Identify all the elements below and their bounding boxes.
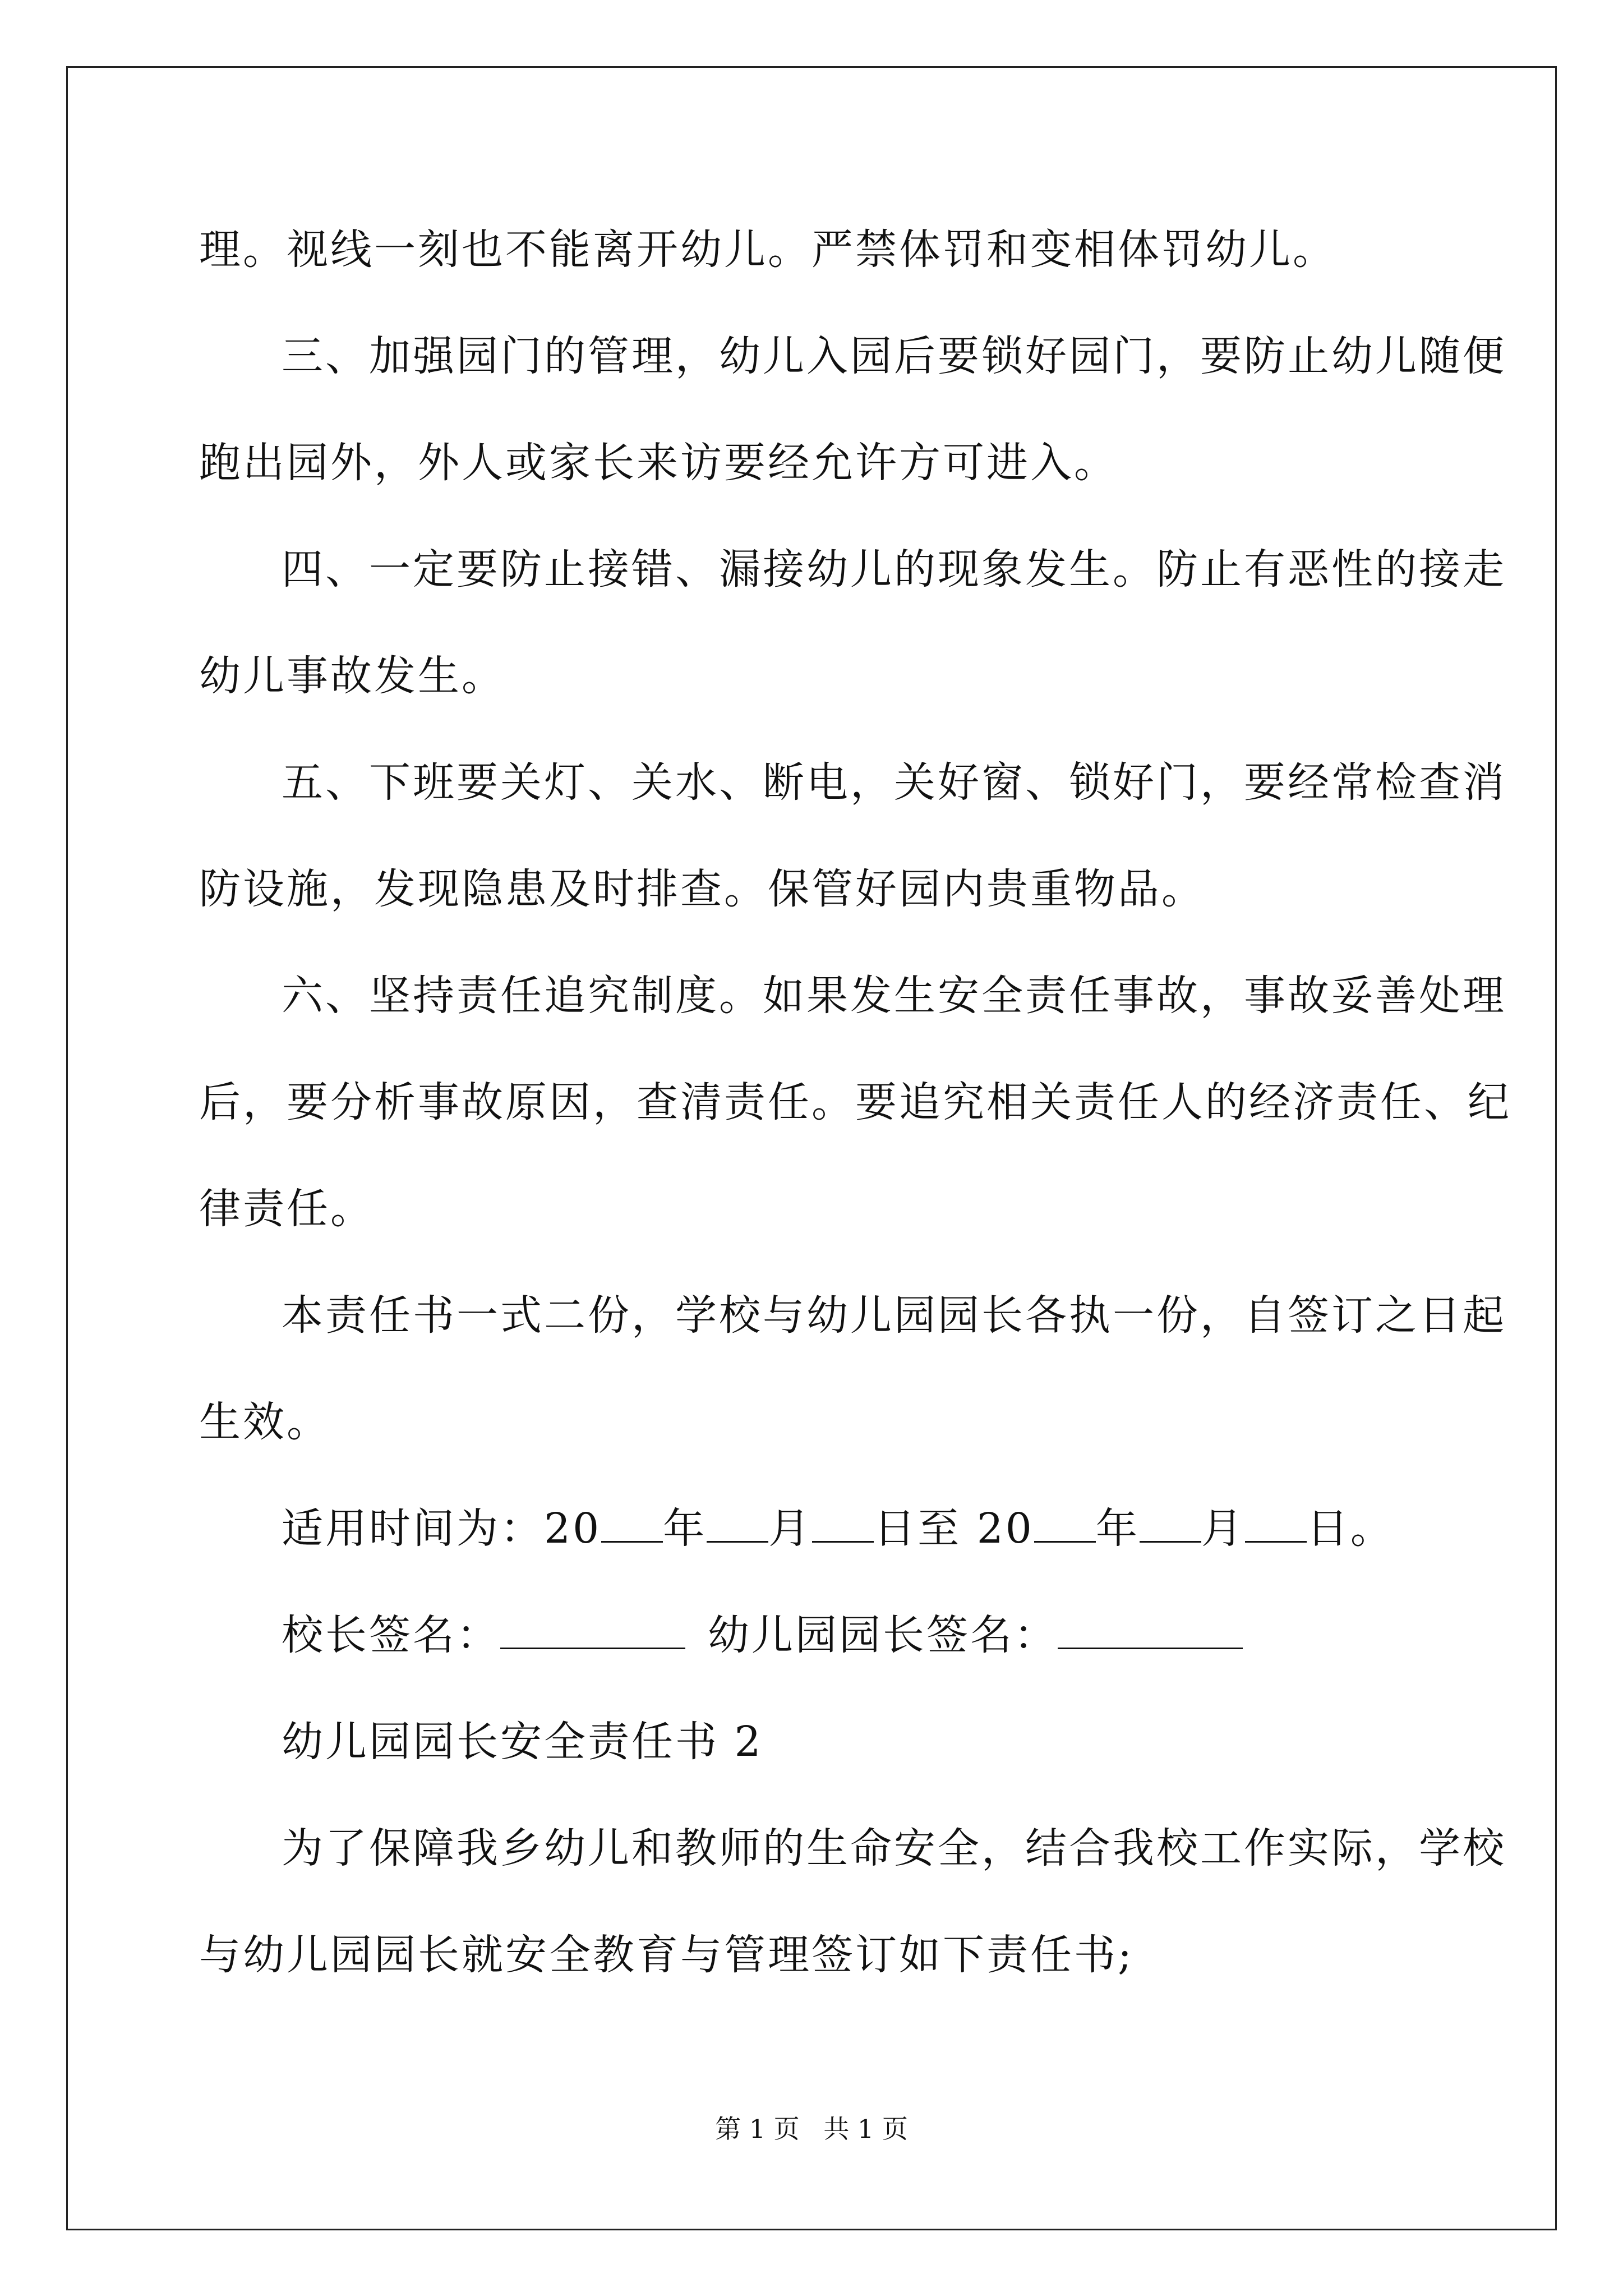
page-border [66, 66, 1557, 2230]
year-blank-1[interactable] [601, 1506, 663, 1543]
text-line: 六、坚持责任追究制度。如果发生安全责任事故，事故妥善处理 [282, 972, 1506, 1020]
director-signature-label: 幼儿园园长签名： [708, 1611, 1058, 1659]
text-line: 三、加强园门的管理，幼儿入园后要锁好园门，要防止幼儿随便 [282, 332, 1506, 380]
month-blank-1[interactable] [707, 1506, 768, 1543]
date-prefix: 适用时间为：20 [282, 1504, 602, 1553]
text-line: 理。视线一刻也不能离开幼儿。严禁体罚和变相体罚幼儿。 [199, 226, 1336, 274]
section-title: 幼儿园园长安全责任书 2 [282, 1718, 763, 1766]
page-total: 共 1 页 [823, 2114, 908, 2144]
text-line: 四、一定要防止接错、漏接幼儿的现象发生。防止有恶性的接走 [282, 545, 1506, 593]
date-end-label: 日。 [1306, 1504, 1394, 1553]
director-signature-blank[interactable] [1058, 1613, 1243, 1649]
month-blank-2[interactable] [1140, 1506, 1201, 1543]
text-line: 跑出园外，外人或家长来访要经允许方可进入。 [199, 439, 1118, 487]
text-line: 幼儿事故发生。 [199, 652, 505, 700]
text-line: 本责任书一式二份，学校与幼儿园园长各执一份，自签订之日起 [282, 1291, 1506, 1340]
signature-line [282, 1607, 1243, 1663]
day-to-label: 日至 20 [874, 1504, 1034, 1553]
text-line: 五、下班要关灯、关水、断电，关好窗、锁好门，要经常检查消 [282, 758, 1506, 807]
text-line: 与幼儿园园长就安全教育与管理签订如下责任书; [199, 1931, 1134, 1979]
text-line: 防设施，发现隐患及时排查。保管好园内贵重物品。 [199, 865, 1205, 913]
year-blank-2[interactable] [1034, 1506, 1096, 1543]
text-line: 为了保障我乡幼儿和教师的生命安全，结合我校工作实际，学校 [282, 1824, 1506, 1872]
page-footer [0, 2112, 1623, 2146]
principal-signature-blank[interactable] [500, 1613, 685, 1649]
day-blank-2[interactable] [1245, 1506, 1307, 1543]
day-blank-1[interactable] [812, 1506, 874, 1543]
month-label-2: 月 [1201, 1504, 1245, 1553]
month-label-1: 月 [768, 1504, 813, 1553]
date-line [282, 1501, 1394, 1557]
page-number: 第 1 页 [715, 2114, 800, 2144]
text-line: 生效。 [199, 1398, 330, 1446]
year-label-2: 年 [1095, 1504, 1140, 1553]
text-line: 律责任。 [199, 1185, 374, 1233]
text-line: 后，要分析事故原因，查清责任。要追究相关责任人的经济责任、纪 [199, 1078, 1511, 1126]
principal-signature-label: 校长签名： [282, 1611, 500, 1659]
year-label-1: 年 [663, 1504, 707, 1553]
